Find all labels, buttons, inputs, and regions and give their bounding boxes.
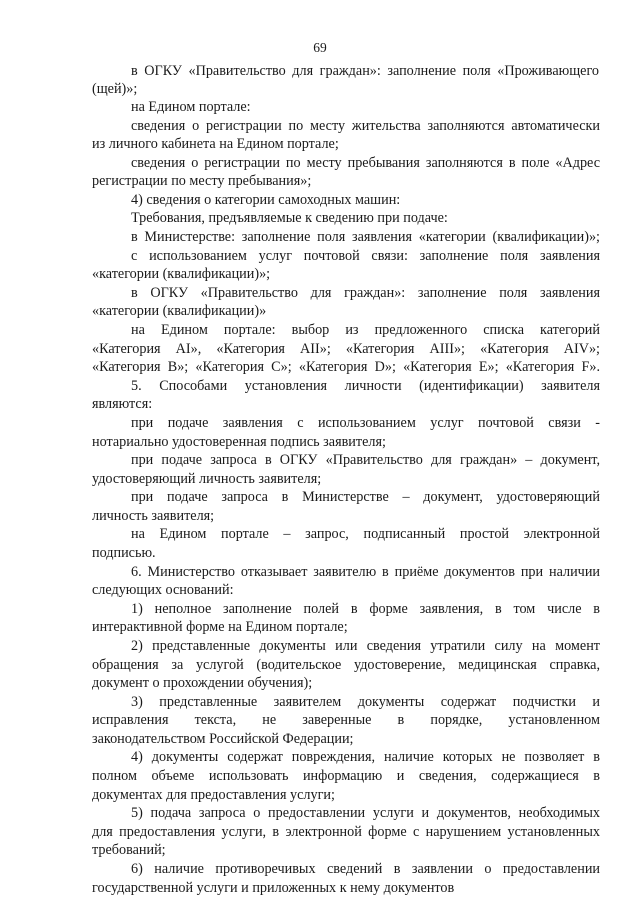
text-line-content: полном объеме использовать информацию и сведения, содержащиеся в: [92, 768, 600, 784]
text-line-content: 4) документы содержат повреждения, наличие которых не позволяет в: [131, 749, 600, 765]
text-line-content: личность заявителя;: [92, 508, 215, 524]
text-line: [0, 524, 640, 544]
text-line: [0, 208, 640, 228]
text-line: [0, 599, 640, 619]
text-line-content: с использованием услуг почтовой связи: заполнение поля заявления: [131, 248, 600, 264]
text-line: [0, 413, 640, 433]
text-line: [0, 766, 640, 786]
text-line-content: документах для предоставления услуги;: [92, 787, 335, 803]
text-line-content: сведения о регистрации по месту пребывания заполняются в поле «Адрес: [131, 155, 600, 171]
text-line: [0, 729, 640, 749]
text-line-content: интерактивной форме на Едином портале;: [92, 619, 348, 635]
text-line: [0, 878, 640, 898]
text-line-content: нотариально удостоверенная подпись заявителя;: [92, 434, 386, 450]
text-line: [0, 153, 640, 173]
text-line: [0, 264, 640, 284]
text-line-content: из личного кабинета на Едином портале;: [92, 136, 339, 152]
text-line: [0, 432, 640, 452]
text-line-content: подписью.: [92, 545, 156, 561]
text-line-content: документ о прохождении обучения);: [92, 675, 313, 691]
text-line-content: являются:: [92, 396, 153, 412]
text-line-content: на Едином портале – запрос, подписанный простой электронной: [131, 526, 600, 542]
text-line: [0, 339, 640, 359]
text-line: [0, 79, 640, 99]
text-line-content: удостоверяющий личность заявителя;: [92, 471, 322, 487]
text-line: [0, 506, 640, 526]
text-line: [0, 227, 640, 247]
text-line-content: в Министерстве: заполнение поля заявления «категории (квалификации)»;: [131, 229, 600, 245]
text-line: [0, 487, 640, 507]
text-line: [0, 822, 640, 842]
text-line-content: 3) представленные заявителем документы содержат подчистки и: [131, 694, 600, 710]
text-line: [0, 469, 640, 489]
text-line-content: требований;: [92, 842, 166, 858]
text-line: [0, 376, 640, 396]
text-line-content: при подаче запроса в ОГКУ «Правительство для граждан» – документ,: [131, 452, 600, 468]
text-line-content: исправления текста, не заверенные в порядке, установленном: [92, 712, 600, 728]
text-line: [0, 673, 640, 693]
text-line-content: 1) неполное заполнение полей в форме заявления, в том числе в: [131, 601, 600, 617]
text-line-content: (щей)»;: [92, 81, 138, 97]
text-line-content: в ОГКУ «Правительство для граждан»: заполнение поля заявления: [131, 285, 600, 301]
text-line-content: Требования, предъявляемые к сведению при подаче:: [131, 210, 448, 226]
text-line: [0, 97, 640, 117]
text-line-content: при подаче заявления с использованием услуг почтовой связи -: [131, 415, 600, 431]
text-line: [0, 283, 640, 303]
text-line-content: 4) сведения о категории самоходных машин:: [131, 192, 401, 208]
text-line-content: «Категория AI», «Категория AII»; «Категория AIII»; «Категория AIV»;: [92, 341, 600, 357]
text-line-content: «категории (квалификации)»: [92, 303, 267, 319]
text-line: [0, 543, 640, 563]
text-line-content: 5) подача запроса о предоставлении услуги и документов, необходимых: [131, 805, 600, 821]
text-line: [0, 655, 640, 675]
text-line: [0, 301, 640, 321]
text-line-content: при подаче запроса в Министерстве – документ, удостоверяющий: [131, 489, 600, 505]
text-line-content: на Едином портале:: [131, 99, 251, 115]
text-line-content: на Едином портале: выбор из предложенного списка категорий: [131, 322, 600, 338]
text-line-content: 6) наличие противоречивых сведений в заявлении о предоставлении: [131, 861, 600, 877]
text-line-content: сведения о регистрации по месту жительства заполняются автоматически: [131, 118, 600, 134]
text-line: [0, 710, 640, 730]
text-line: [0, 246, 640, 266]
text-line: [0, 171, 640, 191]
text-line: [0, 357, 640, 377]
text-line: [0, 692, 640, 712]
text-line: [0, 116, 640, 136]
text-line-content: для предоставления услуги, в электронной форме с нарушением установленных: [92, 824, 600, 840]
text-line-content: в ОГКУ «Правительство для граждан»: заполнение поля «Проживающего: [131, 63, 599, 79]
text-line: [0, 562, 640, 582]
text-line: [0, 859, 640, 879]
text-line: [0, 134, 640, 154]
text-line-content: «Категория B»; «Категория C»; «Категория D»; «Категория E»; «Категория F».: [92, 359, 600, 375]
text-line: [0, 747, 640, 767]
text-line: [0, 394, 640, 414]
text-line-content: обращения за услугой (водительское удостоверение, медицинская справка,: [92, 657, 600, 673]
text-line-content: государственной услуги и приложенных к нему документов: [92, 880, 455, 896]
text-line: [0, 61, 640, 81]
text-line: [0, 785, 640, 805]
text-line: [0, 580, 640, 600]
text-line-content: регистрации по месту пребывания»;: [92, 173, 312, 189]
text-line-content: «категории (квалификации)»;: [92, 266, 271, 282]
text-line: [0, 450, 640, 470]
page-number: 69: [313, 40, 327, 55]
text-line-content: законодательством Российской Федерации;: [92, 731, 354, 747]
text-line: [0, 320, 640, 340]
text-line: [0, 803, 640, 823]
text-line-content: 2) представленные документы или сведения утратили силу на момент: [131, 638, 600, 654]
text-line-content: 6. Министерство отказывает заявителю в приёме документов при наличии: [131, 564, 600, 580]
text-line: [0, 190, 640, 210]
text-line: [0, 636, 640, 656]
text-line: [0, 617, 640, 637]
text-line: [0, 840, 640, 860]
text-line-content: следующих оснований:: [92, 582, 234, 598]
text-line-content: 5. Способами установления личности (идентификации) заявителя: [131, 378, 600, 394]
